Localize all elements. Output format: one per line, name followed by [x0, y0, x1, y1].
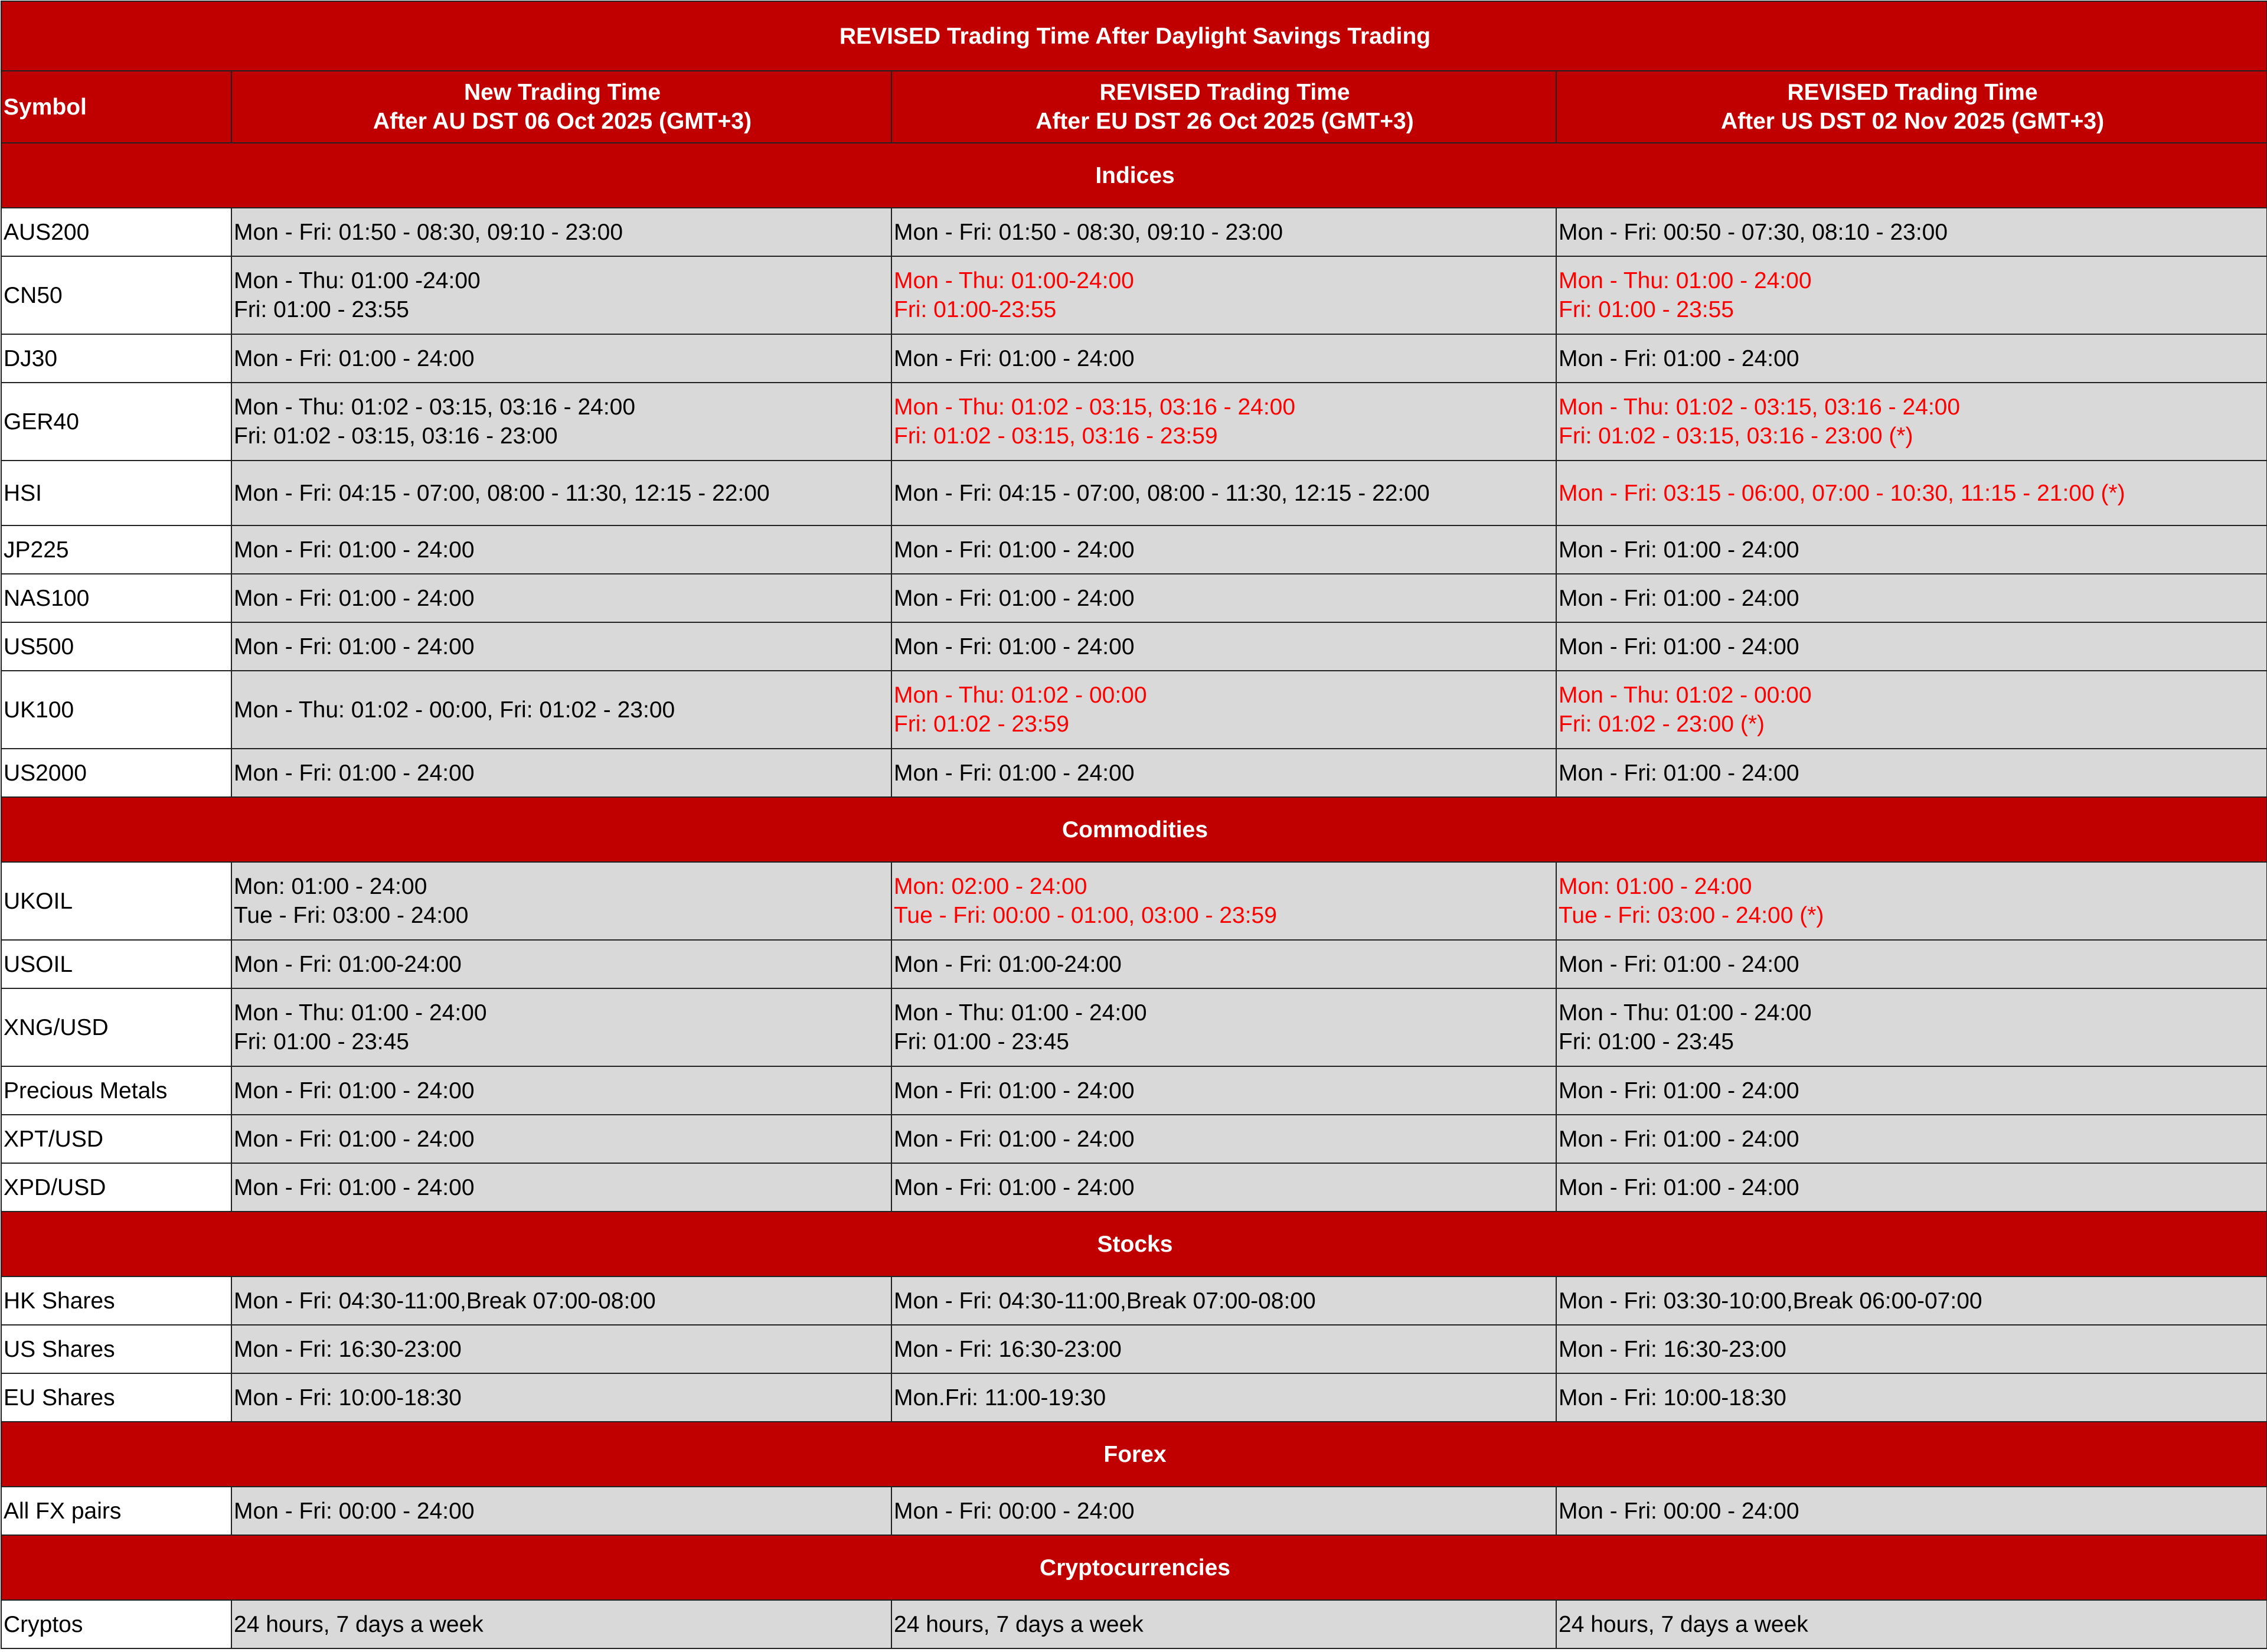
- schedule-line: Mon - Thu: 01:02 - 00:00: [894, 683, 1147, 708]
- table-row: [1, 256, 2267, 334]
- section-header: Cryptocurrencies: [1, 1535, 2267, 1600]
- schedule-line: Mon - Fri: 16:30-23:00: [894, 1336, 1122, 1362]
- section-header: Stocks: [1, 1212, 2267, 1276]
- schedule-line: Mon - Fri: 01:00 - 24:00: [894, 760, 1135, 786]
- schedule-cell: [891, 1115, 1556, 1163]
- schedule-cell: [1556, 334, 2267, 383]
- schedule-cell: [231, 461, 891, 525]
- schedule-cell: [231, 1325, 891, 1373]
- table-row: [1, 334, 2267, 383]
- schedule-line: Fri: 01:00 - 23:45: [894, 1029, 1069, 1054]
- symbol-cell: All FX pairs: [1, 1487, 231, 1535]
- table-row: [1, 862, 2267, 940]
- header-symbol: Symbol: [1, 71, 231, 143]
- schedule-line: Mon - Fri: 10:00-18:30: [234, 1385, 462, 1411]
- schedule-line: Tue - Fri: 03:00 - 24:00: [234, 903, 469, 928]
- schedule-line: Mon - Fri: 01:00 - 24:00: [234, 345, 475, 371]
- schedule-line: Fri: 01:00 - 23:45: [1559, 1029, 1734, 1054]
- schedule-cell: [1556, 988, 2267, 1066]
- schedule-cell: [891, 461, 1556, 525]
- schedule-cell: [1556, 862, 2267, 940]
- schedule-line: Mon - Fri: 01:00 - 24:00: [1559, 951, 1799, 977]
- schedule-cell: [231, 1115, 891, 1163]
- table-row: [1, 940, 2267, 988]
- schedule-line: Mon - Fri: 01:00 - 24:00: [894, 345, 1135, 371]
- schedule-cell: [891, 574, 1556, 622]
- schedule-line: Mon - Fri: 01:00-24:00: [234, 951, 462, 977]
- schedule-line: Mon - Fri: 01:00 - 24:00: [1559, 537, 1799, 563]
- schedule-cell: [231, 1487, 891, 1535]
- schedule-line: Mon - Fri: 01:00 - 24:00: [894, 1174, 1135, 1200]
- symbol-cell: US Shares: [1, 1325, 231, 1373]
- table-row: [1, 1373, 2267, 1422]
- table-row: [1, 574, 2267, 622]
- schedule-line: Mon - Fri: 01:00 - 24:00: [234, 634, 475, 660]
- schedule-cell: [891, 671, 1556, 749]
- schedule-line: Mon - Fri: 01:00 - 24:00: [234, 537, 475, 563]
- schedule-line: Tue - Fri: 03:00 - 24:00 (*): [1559, 903, 1824, 928]
- schedule-cell: [1556, 1325, 2267, 1373]
- symbol-cell: CN50: [1, 256, 231, 334]
- table-row: [1, 461, 2267, 525]
- schedule-cell: [1556, 1276, 2267, 1325]
- schedule-line: Mon - Fri: 16:30-23:00: [234, 1336, 462, 1362]
- schedule-line: Mon - Fri: 01:00 - 24:00: [894, 1078, 1135, 1103]
- symbol-cell: HK Shares: [1, 1276, 231, 1325]
- schedule-line: Mon - Fri: 01:00 - 24:00: [1559, 1126, 1799, 1152]
- table-row: [1, 1163, 2267, 1212]
- schedule-line: Mon - Fri: 00:00 - 24:00: [894, 1498, 1135, 1524]
- section-row: [1, 797, 2267, 862]
- schedule-line: Mon - Fri: 01:00 - 24:00: [234, 1078, 475, 1103]
- schedule-cell: [891, 940, 1556, 988]
- table-row: [1, 525, 2267, 574]
- schedule-cell: [231, 1276, 891, 1325]
- schedule-cell: [231, 334, 891, 383]
- schedule-cell: [1556, 749, 2267, 797]
- section-row: [1, 143, 2267, 208]
- schedule-line: Mon - Fri: 00:00 - 24:00: [1559, 1498, 1799, 1524]
- schedule-line: 24 hours, 7 days a week: [234, 1611, 484, 1637]
- schedule-cell: [231, 525, 891, 574]
- schedule-cell: [1556, 256, 2267, 334]
- schedule-cell: [891, 334, 1556, 383]
- schedule-line: Mon - Fri: 01:00 - 24:00: [234, 1174, 475, 1200]
- schedule-cell: [1556, 574, 2267, 622]
- schedule-line: Mon - Fri: 04:30-11:00,Break 07:00-08:00: [234, 1288, 656, 1314]
- trading-hours-table: [1, 1, 2267, 1649]
- schedule-line: Mon - Fri: 01:00 - 24:00: [1559, 1078, 1799, 1103]
- schedule-cell: [891, 749, 1556, 797]
- table-row: [1, 988, 2267, 1066]
- symbol-cell: USOIL: [1, 940, 231, 988]
- schedule-cell: [1556, 671, 2267, 749]
- schedule-cell: [1556, 525, 2267, 574]
- header-eu-dst-line1: REVISED Trading Time: [1099, 80, 1350, 105]
- schedule-cell: [891, 208, 1556, 256]
- schedule-cell: [231, 749, 891, 797]
- table-row: [1, 622, 2267, 671]
- schedule-line: Mon - Thu: 01:00-24:00: [894, 268, 1134, 293]
- schedule-cell: [891, 1325, 1556, 1373]
- schedule-line: Fri: 01:00 - 23:45: [234, 1029, 409, 1054]
- header-us-dst-line1: REVISED Trading Time: [1787, 80, 2038, 105]
- schedule-line: Mon.Fri: 11:00-19:30: [894, 1385, 1106, 1411]
- schedule-line: Tue - Fri: 00:00 - 01:00, 03:00 - 23:59: [894, 903, 1277, 928]
- schedule-cell: [1556, 1163, 2267, 1212]
- header-us-dst-line2: After US DST 02 Nov 2025 (GMT+3): [1720, 109, 2105, 134]
- table-row: [1, 208, 2267, 256]
- header-au-dst-line2: After AU DST 06 Oct 2025 (GMT+3): [373, 109, 752, 134]
- schedule-line: Mon - Fri: 01:00 - 24:00: [894, 634, 1135, 660]
- section-header: Indices: [1, 143, 2267, 208]
- schedule-cell: [891, 383, 1556, 461]
- schedule-cell: [231, 988, 891, 1066]
- schedule-line: Mon - Fri: 00:00 - 24:00: [234, 1498, 475, 1524]
- schedule-line: Mon - Fri: 01:00 - 24:00: [234, 585, 475, 611]
- schedule-line: Mon - Fri: 01:00 - 24:00: [1559, 1174, 1799, 1200]
- table-row: [1, 749, 2267, 797]
- schedule-cell: [1556, 383, 2267, 461]
- schedule-line: Mon - Thu: 01:02 - 03:15, 03:16 - 24:00: [234, 394, 636, 420]
- schedule-cell: [891, 525, 1556, 574]
- schedule-line: Mon - Fri: 03:30-10:00,Break 06:00-07:00: [1559, 1288, 1982, 1314]
- section-row: [1, 1535, 2267, 1600]
- symbol-cell: Cryptos: [1, 1600, 231, 1648]
- schedule-line: Fri: 01:02 - 23:00 (*): [1559, 711, 1765, 737]
- schedule-cell: [231, 1373, 891, 1422]
- schedule-line: Mon - Thu: 01:00 - 24:00: [234, 1000, 487, 1026]
- header-us-dst: [1556, 71, 2267, 143]
- schedule-line: Fri: 01:00-23:55: [894, 297, 1057, 322]
- table-row: [1, 1600, 2267, 1648]
- schedule-cell: [231, 1066, 891, 1115]
- symbol-cell: US2000: [1, 749, 231, 797]
- schedule-line: Mon - Fri: 01:00 - 24:00: [234, 1126, 475, 1152]
- schedule-cell: [1556, 1373, 2267, 1422]
- schedule-line: Mon - Thu: 01:00 - 24:00: [1559, 268, 1812, 293]
- table-title: REVISED Trading Time After Daylight Savings Trading: [1, 1, 2267, 71]
- schedule-cell: [891, 862, 1556, 940]
- schedule-line: Fri: 01:02 - 03:15, 03:16 - 23:00: [234, 423, 558, 449]
- schedule-cell: [231, 1600, 891, 1648]
- schedule-line: 24 hours, 7 days a week: [1559, 1611, 1808, 1637]
- schedule-cell: [1556, 940, 2267, 988]
- table-row: [1, 383, 2267, 461]
- schedule-cell: [1556, 208, 2267, 256]
- schedule-line: Mon: 01:00 - 24:00: [234, 874, 427, 899]
- symbol-cell: EU Shares: [1, 1373, 231, 1422]
- schedule-line: Mon: 01:00 - 24:00: [1559, 874, 1752, 899]
- schedule-line: Mon - Fri: 01:00 - 24:00: [1559, 345, 1799, 371]
- symbol-cell: UKOIL: [1, 862, 231, 940]
- schedule-cell: [231, 671, 891, 749]
- table-row: [1, 1115, 2267, 1163]
- schedule-line: 24 hours, 7 days a week: [894, 1611, 1144, 1637]
- schedule-cell: [891, 1487, 1556, 1535]
- schedule-cell: [231, 383, 891, 461]
- schedule-line: Mon - Thu: 01:02 - 03:15, 03:16 - 24:00: [894, 394, 1296, 420]
- schedule-line: Mon - Thu: 01:00 - 24:00: [1559, 1000, 1812, 1026]
- schedule-cell: [1556, 1066, 2267, 1115]
- schedule-line: Mon: 02:00 - 24:00: [894, 874, 1087, 899]
- schedule-cell: [1556, 461, 2267, 525]
- schedule-cell: [891, 1600, 1556, 1648]
- schedule-line: Mon - Fri: 01:50 - 08:30, 09:10 - 23:00: [894, 219, 1283, 245]
- section-header: Forex: [1, 1422, 2267, 1487]
- schedule-cell: [1556, 1115, 2267, 1163]
- header-au-dst: [231, 71, 891, 143]
- schedule-line: Mon - Fri: 16:30-23:00: [1559, 1336, 1786, 1362]
- table-body: [1, 143, 2267, 1648]
- schedule-line: Mon - Fri: 01:00 - 24:00: [1559, 760, 1799, 786]
- schedule-cell: [1556, 1600, 2267, 1648]
- symbol-cell: UK100: [1, 671, 231, 749]
- schedule-line: Mon - Fri: 01:00 - 24:00: [894, 585, 1135, 611]
- schedule-line: Mon - Fri: 04:30-11:00,Break 07:00-08:00: [894, 1288, 1316, 1314]
- symbol-cell: XPT/USD: [1, 1115, 231, 1163]
- table-row: [1, 1066, 2267, 1115]
- header-au-dst-line1: New Trading Time: [463, 80, 661, 105]
- header-eu-dst: [891, 71, 1556, 143]
- header-eu-dst-line2: After EU DST 26 Oct 2025 (GMT+3): [1035, 109, 1414, 134]
- symbol-cell: XPD/USD: [1, 1163, 231, 1212]
- section-row: [1, 1212, 2267, 1276]
- schedule-cell: [891, 1276, 1556, 1325]
- table-row: [1, 671, 2267, 749]
- schedule-line: Fri: 01:02 - 03:15, 03:16 - 23:00 (*): [1559, 423, 1913, 449]
- schedule-cell: [1556, 1487, 2267, 1535]
- schedule-line: Mon - Thu: 01:02 - 03:15, 03:16 - 24:00: [1559, 394, 1961, 420]
- section-header: Commodities: [1, 797, 2267, 862]
- schedule-line: Mon - Fri: 01:00 - 24:00: [894, 537, 1135, 563]
- symbol-cell: AUS200: [1, 208, 231, 256]
- schedule-cell: [891, 1066, 1556, 1115]
- schedule-line: Mon - Fri: 01:00 - 24:00: [234, 760, 475, 786]
- schedule-cell: [891, 256, 1556, 334]
- schedule-line: Mon - Fri: 01:00-24:00: [894, 951, 1122, 977]
- schedule-cell: [1556, 622, 2267, 671]
- section-row: [1, 1422, 2267, 1487]
- schedule-line: Mon - Fri: 01:00 - 24:00: [894, 1126, 1135, 1152]
- schedule-line: Fri: 01:02 - 23:59: [894, 711, 1069, 737]
- schedule-line: Mon - Fri: 03:15 - 06:00, 07:00 - 10:30, 11:15 - 21:00 (*): [1559, 480, 2125, 506]
- symbol-cell: Precious Metals: [1, 1066, 231, 1115]
- schedule-line: Mon - Fri: 04:15 - 07:00, 08:00 - 11:30, 12:15 - 22:00: [894, 480, 1430, 506]
- schedule-line: Fri: 01:00 - 23:55: [1559, 297, 1734, 322]
- table-row: [1, 1325, 2267, 1373]
- table-row: [1, 1487, 2267, 1535]
- symbol-cell: HSI: [1, 461, 231, 525]
- schedule-cell: [891, 988, 1556, 1066]
- schedule-line: Fri: 01:02 - 03:15, 03:16 - 23:59: [894, 423, 1218, 449]
- schedule-cell: [231, 1163, 891, 1212]
- schedule-line: Fri: 01:00 - 23:55: [234, 297, 409, 322]
- schedule-cell: [231, 622, 891, 671]
- schedule-cell: [231, 940, 891, 988]
- table-row: [1, 1276, 2267, 1325]
- schedule-cell: [231, 208, 891, 256]
- schedule-cell: [231, 256, 891, 334]
- schedule-line: Mon - Fri: 00:50 - 07:30, 08:10 - 23:00: [1559, 219, 1948, 245]
- schedule-cell: [891, 1163, 1556, 1212]
- schedule-line: Mon - Thu: 01:00 - 24:00: [894, 1000, 1147, 1026]
- symbol-cell: DJ30: [1, 334, 231, 383]
- schedule-line: Mon - Fri: 10:00-18:30: [1559, 1385, 1786, 1411]
- schedule-cell: [891, 1373, 1556, 1422]
- symbol-cell: JP225: [1, 525, 231, 574]
- schedule-line: Mon - Fri: 04:15 - 07:00, 08:00 - 11:30, 12:15 - 22:00: [234, 480, 770, 506]
- schedule-line: Mon - Thu: 01:02 - 00:00, Fri: 01:02 - 23:00: [234, 697, 675, 723]
- symbol-cell: XNG/USD: [1, 988, 231, 1066]
- schedule-cell: [231, 574, 891, 622]
- schedule-line: Mon - Fri: 01:50 - 08:30, 09:10 - 23:00: [234, 219, 623, 245]
- schedule-cell: [231, 862, 891, 940]
- symbol-cell: NAS100: [1, 574, 231, 622]
- symbol-cell: US500: [1, 622, 231, 671]
- schedule-line: Mon - Fri: 01:00 - 24:00: [1559, 585, 1799, 611]
- schedule-cell: [891, 622, 1556, 671]
- schedule-line: Mon - Thu: 01:02 - 00:00: [1559, 683, 1812, 708]
- schedule-line: Mon - Fri: 01:00 - 24:00: [1559, 634, 1799, 660]
- symbol-cell: GER40: [1, 383, 231, 461]
- schedule-line: Mon - Thu: 01:00 -24:00: [234, 268, 481, 293]
